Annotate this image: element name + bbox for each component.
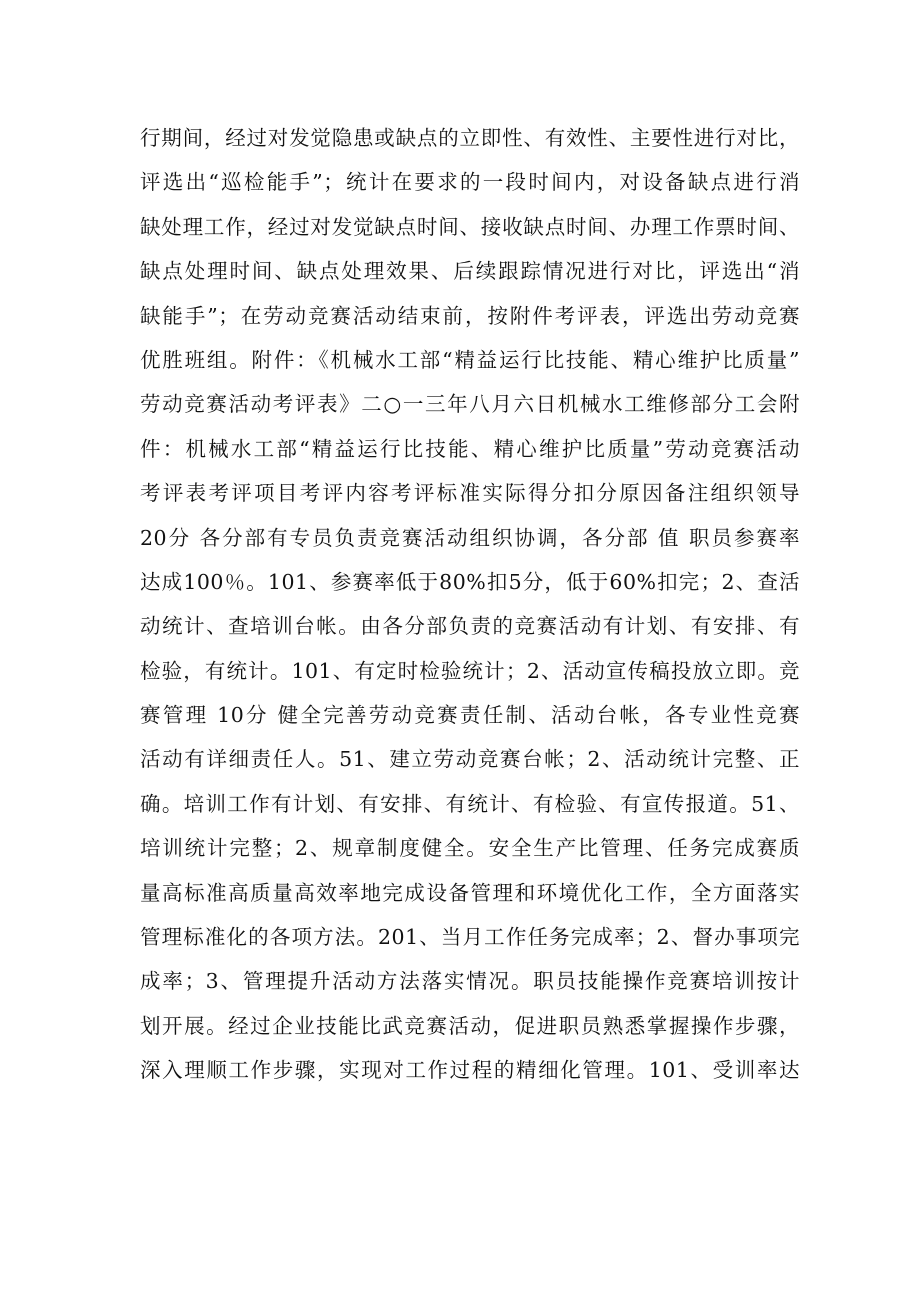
text-line: 件：机械水工部“精益运行比技能、精心维护比质量”劳动竞赛活动 — [140, 436, 800, 461]
text-line: 检验，有统计。101、有定时检验统计；2、活动宣传稿投放立即。竞 — [140, 658, 800, 683]
text-line: 缺能手”；在劳动竞赛活动结束前，按附件考评表，评选出劳动竞赛 — [140, 303, 800, 328]
text-line: 行期间，经过对发觉隐患或缺点的立即性、有效性、主要性进行对比， — [140, 126, 800, 150]
text-line: 赛管理 10分 健全完善劳动竞赛责任制、活动台帐，各专业性竞赛 — [140, 703, 800, 728]
text-line: 管理标准化的各项方法。201、当月工作任务完成率；2、督办事项完 — [140, 925, 800, 950]
text-line: 考评表考评项目考评内容考评标准实际得分扣分原因备注组织领导 — [140, 481, 800, 506]
text-line: 优胜班组。附件：《机械水工部“精益运行比技能、精心维护比质量” — [140, 347, 800, 372]
text-line: 划开展。经过企业技能比武竞赛活动，促进职员熟悉掌握操作步骤， — [140, 1013, 800, 1038]
text-line: 确。培训工作有计划、有安排、有统计、有检验、有宣传报道。51、 — [140, 791, 800, 816]
text-line: 活动有详细责任人。51、建立劳动竞赛台帐；2、活动统计完整、正 — [140, 747, 800, 772]
text-line: 20分 各分部有专员负责竞赛活动组织协调，各分部 值 职员参赛率 — [140, 525, 800, 550]
text-line: 动统计、查培训台帐。由各分部负责的竞赛活动有计划、有安排、有 — [140, 614, 800, 639]
text-line: 缺点处理时间、缺点处理效果、后续跟踪情况进行对比，评选出“消 — [140, 259, 800, 284]
text-line: 劳动竞赛活动考评表》二○一三年八月六日机械水工维修部分工会附 — [140, 392, 800, 417]
text-line: 达成100％。101、参赛率低于80%扣5分，低于60%扣完；2、查活 — [140, 569, 800, 594]
text-line: 量高标准高质量高效率地完成设备管理和环境优化工作，全方面落实 — [140, 880, 800, 905]
body-text — [140, 116, 800, 1093]
text-line: 深入理顺工作步骤，实现对工作过程的精细化管理。101、受训率达 — [140, 1058, 800, 1083]
text-line: 缺处理工作，经过对发觉缺点时间、接收缺点时间、办理工作票时间、 — [140, 214, 800, 239]
text-line: 培训统计完整；2、规章制度健全。安全生产比管理、任务完成赛质 — [140, 836, 800, 861]
text-line: 成率；3、管理提升活动方法落实情况。职员技能操作竞赛培训按计 — [140, 969, 800, 994]
text-line: 评选出“巡检能手”；统计在要求的一段时间内，对设备缺点进行消 — [140, 170, 800, 195]
